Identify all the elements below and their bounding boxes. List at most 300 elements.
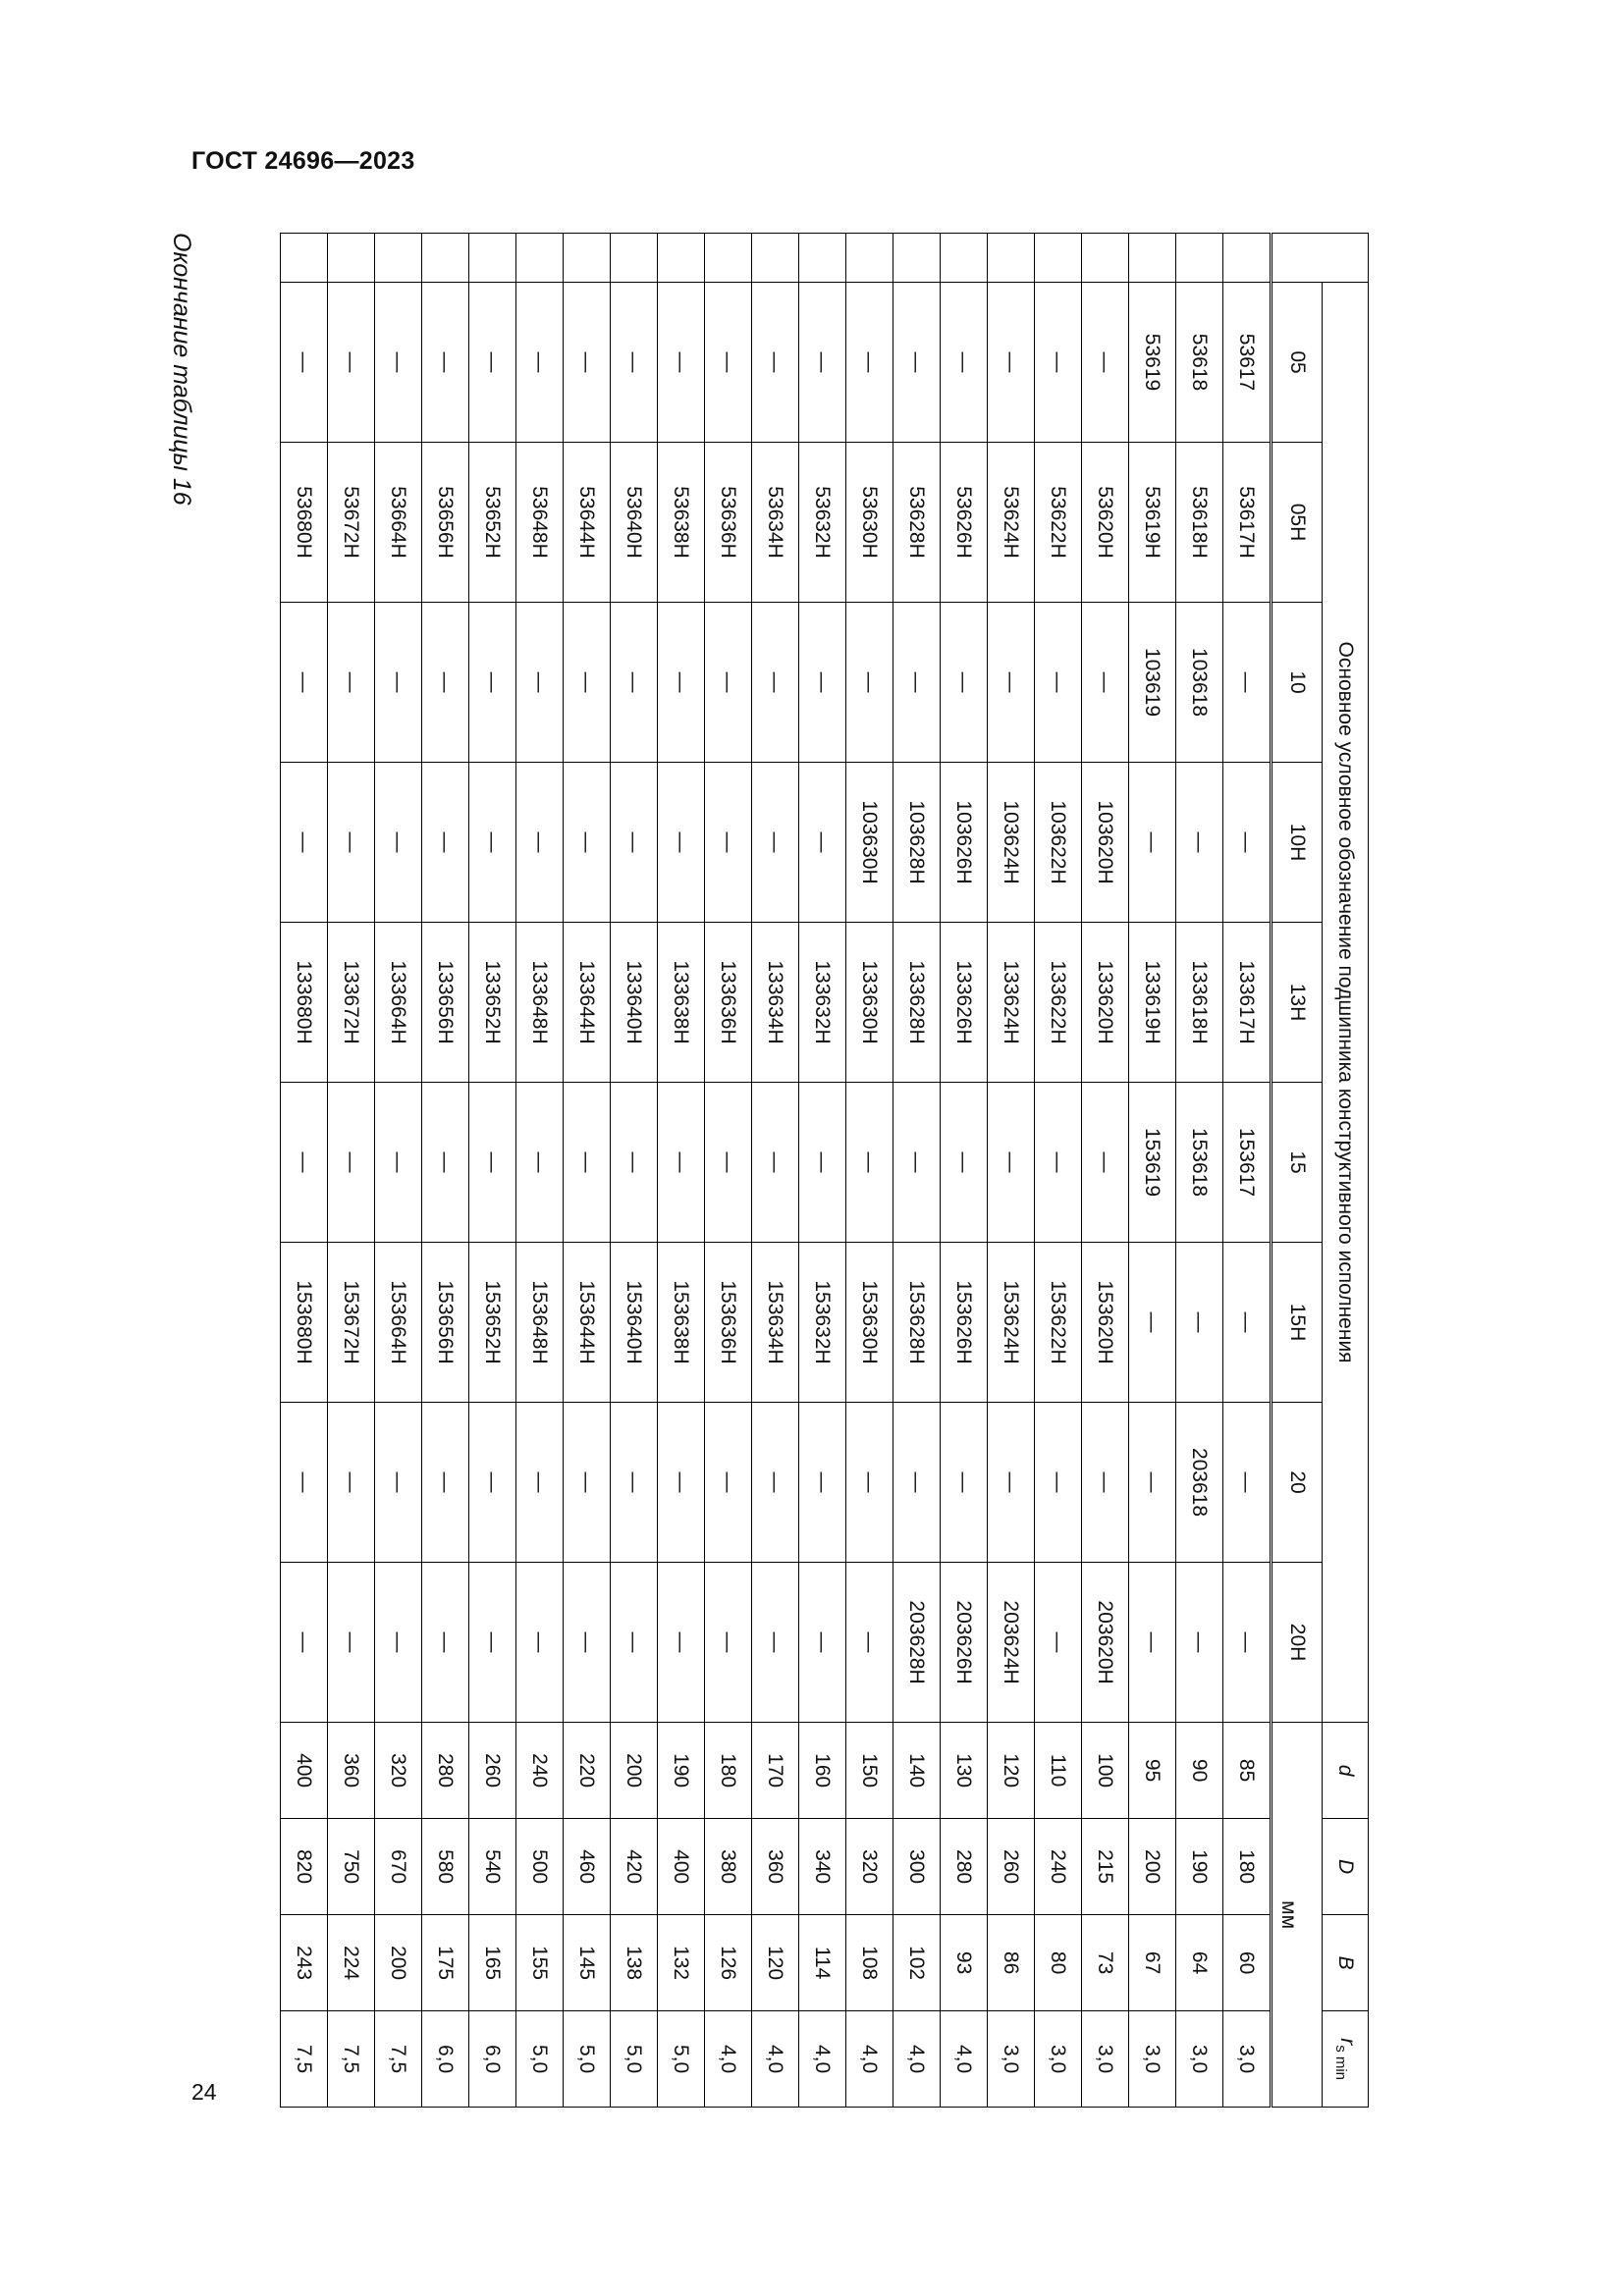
- table-cell: 203620Н: [1082, 1563, 1129, 1723]
- table-cell: —: [564, 283, 611, 443]
- table-cell: —: [564, 1403, 611, 1563]
- table-cell: 53619Н: [1129, 443, 1176, 603]
- table-cell: 86: [988, 1915, 1035, 2011]
- table-cell: 153622Н: [1035, 1243, 1082, 1403]
- table-row: [1176, 234, 1223, 2108]
- table-cell: 53652Н: [469, 443, 516, 603]
- left-margin-cell: [1272, 234, 1369, 283]
- table-cell: —: [705, 1563, 752, 1723]
- table-cell: 260: [988, 1819, 1035, 1915]
- table-cell: —: [1035, 603, 1082, 763]
- table-cell: 153618: [1176, 1083, 1223, 1243]
- table-cell: —: [469, 1563, 516, 1723]
- table-cell: —: [1082, 1403, 1129, 1563]
- table-row: [799, 234, 846, 2108]
- table-cell: 153632Н: [799, 1243, 846, 1403]
- rotated-table-area: [168, 233, 1369, 2081]
- table-cell: 175: [422, 1915, 469, 2011]
- table-cell: —: [611, 283, 658, 443]
- table-cell: 95: [1129, 1723, 1176, 1819]
- table-cell: 153630Н: [846, 1243, 893, 1403]
- table-cell: 110: [1035, 1723, 1082, 1819]
- design-col-header: 10: [1272, 603, 1323, 763]
- table-row: [375, 234, 422, 2108]
- table-cell: —: [281, 283, 328, 443]
- table-cell: —: [1129, 1403, 1176, 1563]
- table-row: [422, 234, 469, 2108]
- table-cell: 160: [799, 1723, 846, 1819]
- table-cell: 7,5: [281, 2011, 328, 2108]
- table-cell: 133644Н: [564, 923, 611, 1083]
- table-cell: —: [375, 1403, 422, 1563]
- table-cell: 5,0: [611, 2011, 658, 2108]
- table-cell: —: [893, 1403, 941, 1563]
- table-cell: 280: [941, 1819, 988, 1915]
- table-cell: —: [328, 763, 375, 923]
- table-cell: 53617: [1223, 283, 1272, 443]
- table-cell: —: [658, 763, 705, 923]
- table-cell: —: [422, 283, 469, 443]
- table-cell: —: [611, 1563, 658, 1723]
- table-cell: 133619Н: [1129, 923, 1176, 1083]
- table-cell: —: [422, 1563, 469, 1723]
- table-cell: 133617Н: [1223, 923, 1272, 1083]
- table-cell: 133680Н: [281, 923, 328, 1083]
- table-cell: 53640Н: [611, 443, 658, 603]
- table-cell: 133648Н: [516, 923, 564, 1083]
- table-cell: —: [1082, 283, 1129, 443]
- row-margin-cell: [893, 234, 941, 283]
- table-cell: 153656Н: [422, 1243, 469, 1403]
- table-cell: —: [1223, 1403, 1272, 1563]
- table-cell: 126: [705, 1915, 752, 2011]
- table-row: [328, 234, 375, 2108]
- table-body: [281, 234, 1272, 2108]
- table-cell: 60: [1223, 1915, 1272, 2011]
- table-cell: 153634Н: [752, 1243, 799, 1403]
- table-cell: —: [1223, 1563, 1272, 1723]
- table-cell: 153648Н: [516, 1243, 564, 1403]
- table-cell: —: [1082, 1083, 1129, 1243]
- table-row: [658, 234, 705, 2108]
- table-cell: 3,0: [1223, 2011, 1272, 2108]
- table-cell: 53617Н: [1223, 443, 1272, 603]
- row-margin-cell: [1082, 234, 1129, 283]
- table-cell: —: [328, 283, 375, 443]
- table-cell: 53628Н: [893, 443, 941, 603]
- row-margin-cell: [752, 234, 799, 283]
- table-cell: 53634Н: [752, 443, 799, 603]
- table-cell: 53618Н: [1176, 443, 1223, 603]
- table-cell: 203624Н: [988, 1563, 1035, 1723]
- table-cell: 85: [1223, 1723, 1272, 1819]
- table-cell: —: [375, 1563, 422, 1723]
- table-cell: 6,0: [469, 2011, 516, 2108]
- table-cell: —: [1176, 763, 1223, 923]
- table-cell: 90: [1176, 1723, 1223, 1819]
- table-cell: 420: [611, 1819, 658, 1915]
- table-cell: —: [469, 1403, 516, 1563]
- table-cell: 4,0: [705, 2011, 752, 2108]
- table-cell: 260: [469, 1723, 516, 1819]
- table-cell: 103628Н: [893, 763, 941, 923]
- table-cell: 133664Н: [375, 923, 422, 1083]
- row-margin-cell: [1129, 234, 1176, 283]
- row-margin-cell: [516, 234, 564, 283]
- table-cell: —: [281, 1403, 328, 1563]
- table-cell: 200: [611, 1723, 658, 1819]
- table-cell: 153620Н: [1082, 1243, 1129, 1403]
- col-header-rs: [1323, 2011, 1369, 2108]
- table-cell: —: [564, 1563, 611, 1723]
- table-cell: —: [1082, 603, 1129, 763]
- table-cell: —: [1176, 1243, 1223, 1403]
- table-cell: —: [893, 283, 941, 443]
- table-cell: —: [422, 603, 469, 763]
- table-cell: 220: [564, 1723, 611, 1819]
- table-cell: 153672Н: [328, 1243, 375, 1403]
- table-cell: 7,5: [375, 2011, 422, 2108]
- table-cell: —: [941, 1403, 988, 1563]
- table-cell: 153680Н: [281, 1243, 328, 1403]
- table-cell: 200: [1129, 1819, 1176, 1915]
- table-cell: 4,0: [893, 2011, 941, 2108]
- table-row: [281, 234, 328, 2108]
- table-cell: 138: [611, 1915, 658, 2011]
- row-margin-cell: [469, 234, 516, 283]
- row-margin-cell: [564, 234, 611, 283]
- table-cell: 5,0: [658, 2011, 705, 2108]
- table-cell: —: [281, 763, 328, 923]
- table-row: [941, 234, 988, 2108]
- table-cell: —: [705, 1403, 752, 1563]
- col-header-d: d: [1323, 1723, 1369, 1819]
- table-cell: 6,0: [422, 2011, 469, 2108]
- table-cell: —: [516, 283, 564, 443]
- row-margin-cell: [1176, 234, 1223, 283]
- design-col-header: 13Н: [1272, 923, 1323, 1083]
- table-cell: 103620Н: [1082, 763, 1129, 923]
- table-cell: 103630Н: [846, 763, 893, 923]
- table-cell: 53626Н: [941, 443, 988, 603]
- table-cell: 150: [846, 1723, 893, 1819]
- table-row: [516, 234, 564, 2108]
- table-cell: —: [516, 763, 564, 923]
- table-cell: —: [516, 603, 564, 763]
- table-cell: 133618Н: [1176, 923, 1223, 1083]
- table-cell: 215: [1082, 1819, 1129, 1915]
- table-cell: —: [1129, 763, 1176, 923]
- table-row: [564, 234, 611, 2108]
- table-cell: —: [1035, 1403, 1082, 1563]
- table-cell: 130: [941, 1723, 988, 1819]
- table-cell: —: [328, 603, 375, 763]
- table-cell: 203626Н: [941, 1563, 988, 1723]
- table-cell: —: [705, 1083, 752, 1243]
- table-cell: —: [422, 1403, 469, 1563]
- table-cell: —: [611, 1403, 658, 1563]
- table-cell: 155: [516, 1915, 564, 2011]
- table-cell: —: [1035, 283, 1082, 443]
- table-cell: 320: [375, 1723, 422, 1819]
- table-cell: —: [469, 1083, 516, 1243]
- table-cell: 190: [1176, 1819, 1223, 1915]
- row-margin-cell: [281, 234, 328, 283]
- table-caption: Окончание таблицы 16: [168, 233, 195, 506]
- table-cell: 165: [469, 1915, 516, 2011]
- table-cell: —: [752, 1563, 799, 1723]
- table-cell: —: [799, 1403, 846, 1563]
- table-cell: 53630Н: [846, 443, 893, 603]
- table-cell: 153617: [1223, 1083, 1272, 1243]
- table-cell: —: [611, 603, 658, 763]
- table-cell: 53622Н: [1035, 443, 1082, 603]
- table-cell: 53632Н: [799, 443, 846, 603]
- table-cell: 460: [564, 1819, 611, 1915]
- table-cell: 3,0: [1129, 2011, 1176, 2108]
- table-cell: —: [1035, 1563, 1082, 1723]
- bearing-table: [280, 233, 1369, 2108]
- table-cell: —: [658, 603, 705, 763]
- table-row: [1035, 234, 1082, 2108]
- row-margin-cell: [799, 234, 846, 283]
- design-col-header: 20: [1272, 1403, 1323, 1563]
- table-cell: —: [846, 1403, 893, 1563]
- table-cell: 120: [752, 1915, 799, 2011]
- unit-cell: мм: [1272, 1723, 1323, 2108]
- table-cell: —: [846, 283, 893, 443]
- table-cell: —: [1223, 763, 1272, 923]
- table-cell: 64: [1176, 1915, 1223, 2011]
- table-cell: 280: [422, 1723, 469, 1819]
- table-cell: —: [799, 1563, 846, 1723]
- table-cell: 5,0: [564, 2011, 611, 2108]
- table-cell: —: [564, 1083, 611, 1243]
- table-cell: 340: [799, 1819, 846, 1915]
- table-cell: —: [799, 1083, 846, 1243]
- table-cell: —: [469, 283, 516, 443]
- table-cell: 67: [1129, 1915, 1176, 2011]
- table-cell: 153652Н: [469, 1243, 516, 1403]
- table-cell: 73: [1082, 1915, 1129, 2011]
- design-col-header: 15Н: [1272, 1243, 1323, 1403]
- table-cell: —: [658, 1083, 705, 1243]
- table-cell: 103619: [1129, 603, 1176, 763]
- table-cell: 170: [752, 1723, 799, 1819]
- table-cell: —: [516, 1083, 564, 1243]
- table-cell: 133632Н: [799, 923, 846, 1083]
- table-cell: —: [611, 763, 658, 923]
- table-cell: 100: [1082, 1723, 1129, 1819]
- design-col-header: 10Н: [1272, 763, 1323, 923]
- table-row: [469, 234, 516, 2108]
- table-cell: 133672Н: [328, 923, 375, 1083]
- table-cell: 190: [658, 1723, 705, 1819]
- table-cell: 53619: [1129, 283, 1176, 443]
- table-cell: —: [941, 1083, 988, 1243]
- table-cell: 133628Н: [893, 923, 941, 1083]
- table-cell: —: [328, 1083, 375, 1243]
- table-cell: 53636Н: [705, 443, 752, 603]
- table-cell: 3,0: [1082, 2011, 1129, 2108]
- table-cell: —: [846, 603, 893, 763]
- row-margin-cell: [846, 234, 893, 283]
- table-cell: 400: [281, 1723, 328, 1819]
- table-cell: 108: [846, 1915, 893, 2011]
- table-cell: —: [941, 603, 988, 763]
- table-cell: 145: [564, 1915, 611, 2011]
- table-cell: 670: [375, 1819, 422, 1915]
- table-cell: 153624Н: [988, 1243, 1035, 1403]
- table-cell: —: [846, 1083, 893, 1243]
- table-cell: —: [941, 283, 988, 443]
- table-cell: —: [752, 763, 799, 923]
- table-row: [1082, 234, 1129, 2108]
- table-cell: 102: [893, 1915, 941, 2011]
- table-row: [705, 234, 752, 2108]
- table-cell: 133622Н: [1035, 923, 1082, 1083]
- table-cell: —: [658, 1563, 705, 1723]
- table-cell: —: [799, 283, 846, 443]
- table-cell: —: [611, 1083, 658, 1243]
- table-cell: 4,0: [799, 2011, 846, 2108]
- table-cell: 360: [328, 1723, 375, 1819]
- table-cell: —: [1223, 1243, 1272, 1403]
- table-cell: —: [1129, 1563, 1176, 1723]
- row-margin-cell: [422, 234, 469, 283]
- table-cell: 133640Н: [611, 923, 658, 1083]
- table-cell: —: [988, 1083, 1035, 1243]
- table-row: [846, 234, 893, 2108]
- table-cell: 153628Н: [893, 1243, 941, 1403]
- table-cell: 132: [658, 1915, 705, 2011]
- table-head: [1272, 234, 1369, 2108]
- table-cell: —: [516, 1403, 564, 1563]
- table-row: [893, 234, 941, 2108]
- row-margin-cell: [1035, 234, 1082, 283]
- table-cell: 4,0: [846, 2011, 893, 2108]
- table-cell: 53648Н: [516, 443, 564, 603]
- table-cell: 133638Н: [658, 923, 705, 1083]
- table-cell: 153638Н: [658, 1243, 705, 1403]
- design-header-row: [1272, 234, 1323, 2108]
- col-header-D: D: [1323, 1819, 1369, 1915]
- table-cell: —: [375, 283, 422, 443]
- table-cell: 3,0: [1035, 2011, 1082, 2108]
- rs-symbol: r: [1335, 2038, 1359, 2046]
- table-cell: —: [1223, 603, 1272, 763]
- table-cell: —: [752, 603, 799, 763]
- table-cell: 380: [705, 1819, 752, 1915]
- table-cell: —: [705, 763, 752, 923]
- table-cell: —: [281, 1083, 328, 1243]
- table-cell: 133620Н: [1082, 923, 1129, 1083]
- table-cell: 200: [375, 1915, 422, 2011]
- table-cell: 153644Н: [564, 1243, 611, 1403]
- table-cell: —: [799, 603, 846, 763]
- table-cell: 540: [469, 1819, 516, 1915]
- table-cell: 203618: [1176, 1403, 1223, 1563]
- table-cell: —: [328, 1403, 375, 1563]
- table-cell: 580: [422, 1819, 469, 1915]
- design-col-header: 15: [1272, 1083, 1323, 1243]
- table-cell: 7,5: [328, 2011, 375, 2108]
- table-cell: 3,0: [1176, 2011, 1223, 2108]
- table-cell: 133630Н: [846, 923, 893, 1083]
- table-cell: —: [1035, 1083, 1082, 1243]
- table-cell: 153640Н: [611, 1243, 658, 1403]
- table-cell: —: [469, 763, 516, 923]
- table-cell: 103626Н: [941, 763, 988, 923]
- table-cell: 5,0: [516, 2011, 564, 2108]
- table-cell: 53656Н: [422, 443, 469, 603]
- table-cell: —: [422, 1083, 469, 1243]
- table-cell: 153664Н: [375, 1243, 422, 1403]
- table-cell: 140: [893, 1723, 941, 1819]
- design-col-header: 20Н: [1272, 1563, 1323, 1723]
- table-cell: 53638Н: [658, 443, 705, 603]
- row-margin-cell: [1223, 234, 1272, 283]
- table-cell: 133656Н: [422, 923, 469, 1083]
- table-cell: 203628Н: [893, 1563, 941, 1723]
- table-cell: 103618: [1176, 603, 1223, 763]
- table-cell: —: [375, 603, 422, 763]
- table-cell: —: [799, 763, 846, 923]
- table-cell: 53624Н: [988, 443, 1035, 603]
- table-row: [1129, 234, 1176, 2108]
- table-cell: 180: [705, 1723, 752, 1819]
- table-cell: 53644Н: [564, 443, 611, 603]
- row-margin-cell: [705, 234, 752, 283]
- table-cell: 133624Н: [988, 923, 1035, 1083]
- table-cell: 153619: [1129, 1083, 1176, 1243]
- table-cell: 3,0: [988, 2011, 1035, 2108]
- group-header: Основное условное обозначение подшипника конструктивного исполнения: [1323, 283, 1369, 1723]
- table-cell: —: [988, 283, 1035, 443]
- table-cell: 240: [516, 1723, 564, 1819]
- page-number: 24: [191, 2079, 217, 2105]
- table-cell: 93: [941, 1915, 988, 2011]
- col-header-B: B: [1323, 1915, 1369, 2011]
- table-cell: 133652Н: [469, 923, 516, 1083]
- table-cell: 53680Н: [281, 443, 328, 603]
- table-cell: 53664Н: [375, 443, 422, 603]
- table-cell: —: [893, 603, 941, 763]
- row-margin-cell: [988, 234, 1035, 283]
- row-margin-cell: [375, 234, 422, 283]
- table-cell: —: [516, 1563, 564, 1723]
- table-cell: —: [988, 1403, 1035, 1563]
- table-cell: 133636Н: [705, 923, 752, 1083]
- table-cell: 243: [281, 1915, 328, 2011]
- table-cell: 4,0: [941, 2011, 988, 2108]
- row-margin-cell: [658, 234, 705, 283]
- document-header: ГОСТ 24696—2023: [191, 147, 415, 175]
- table-cell: 240: [1035, 1819, 1082, 1915]
- table-cell: 114: [799, 1915, 846, 2011]
- table-cell: 820: [281, 1819, 328, 1915]
- row-margin-cell: [611, 234, 658, 283]
- table-cell: —: [893, 1083, 941, 1243]
- table-cell: 400: [658, 1819, 705, 1915]
- table-cell: —: [988, 603, 1035, 763]
- table-cell: —: [1129, 1243, 1176, 1403]
- table-cell: 53672Н: [328, 443, 375, 603]
- table-cell: —: [564, 763, 611, 923]
- table-cell: —: [1176, 1563, 1223, 1723]
- table-cell: —: [375, 1083, 422, 1243]
- table-cell: 153636Н: [705, 1243, 752, 1403]
